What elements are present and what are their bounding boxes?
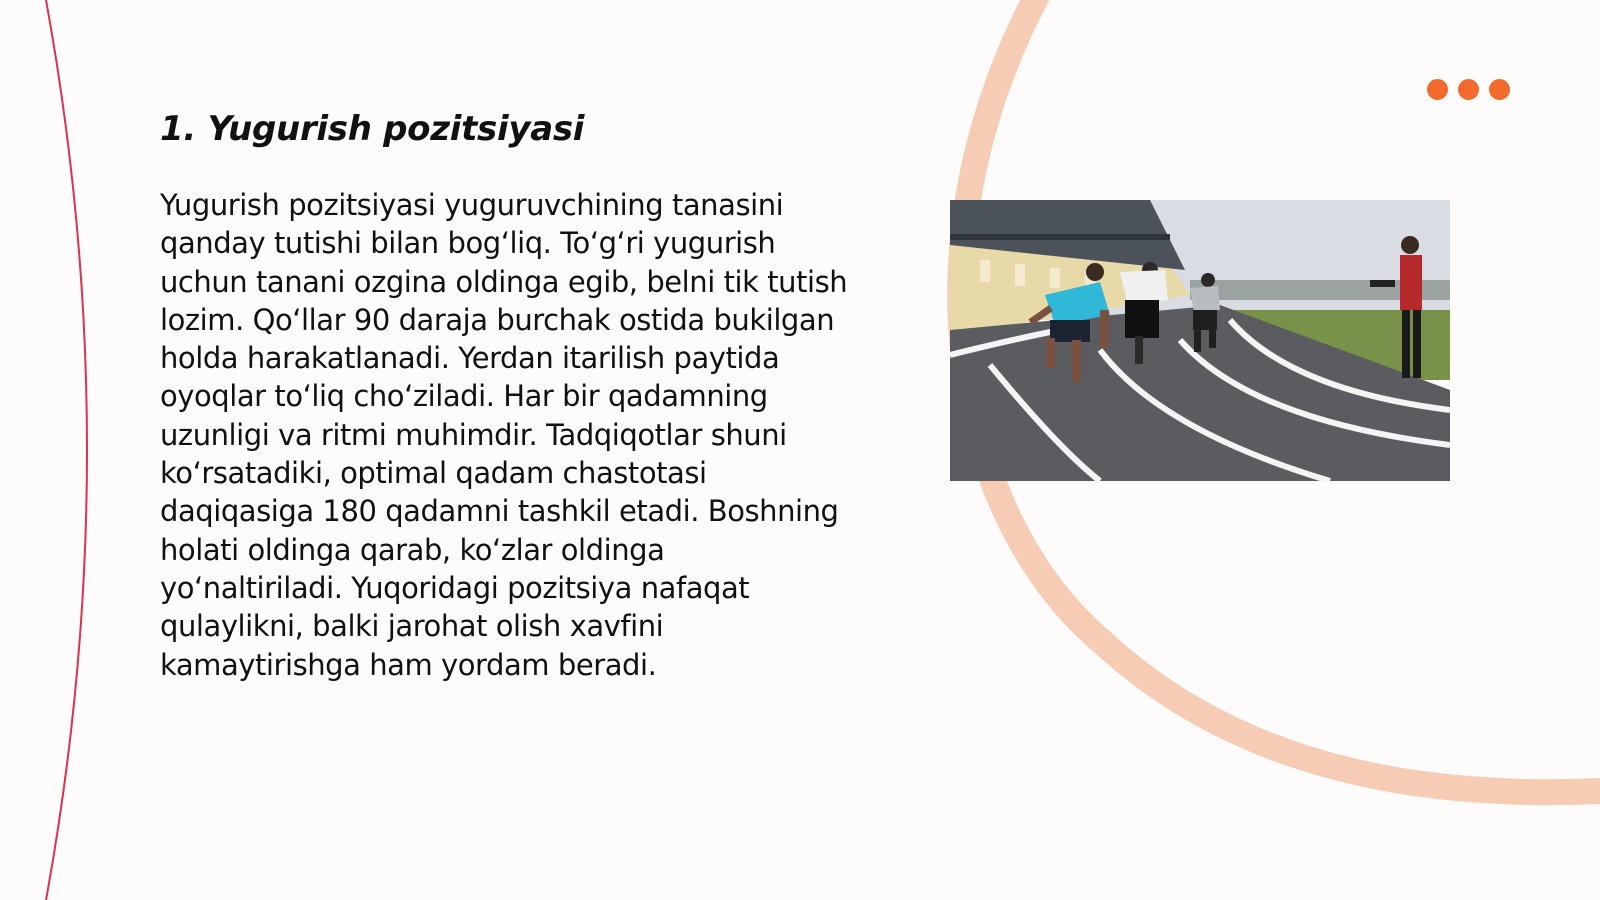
dot [1458, 79, 1479, 100]
left-curve-line [46, 0, 87, 900]
sprinters-photo [950, 200, 1450, 481]
slide-body-text: Yugurish pozitsiyasi yuguruvchining tanasini qanday tutishi bilan bog‘liq. To‘g‘ri yugurish uchun tanani ozgina oldinga egib, belni tik tutish lozim. Qo‘llar 90 daraja burchak ostida bukilgan holda harakatlanadi. Yerdan itarilish paytida oyoqlar to‘liq cho‘ziladi. Har bir qadamning uzunligi va ritmi muhimdir. Tadqiqotlar shuni ko‘rsatadiki, optimal qadam chastotasi daqiqasiga 180 qadamni tashkil etadi. Boshning holati oldinga qarab, ko‘zlar oldinga yo‘naltiriladi. Yuqoridagi pozitsiya nafaqat qulaylikni, balki jarohat olish xavfini kamaytirishga ham yordam beradi. [160, 188, 848, 682]
dot [1489, 79, 1510, 100]
more-options-icon [1427, 79, 1510, 100]
slide-title: 1. Yugurish pozitsiyasi [160, 109, 585, 149]
dot [1427, 79, 1448, 100]
